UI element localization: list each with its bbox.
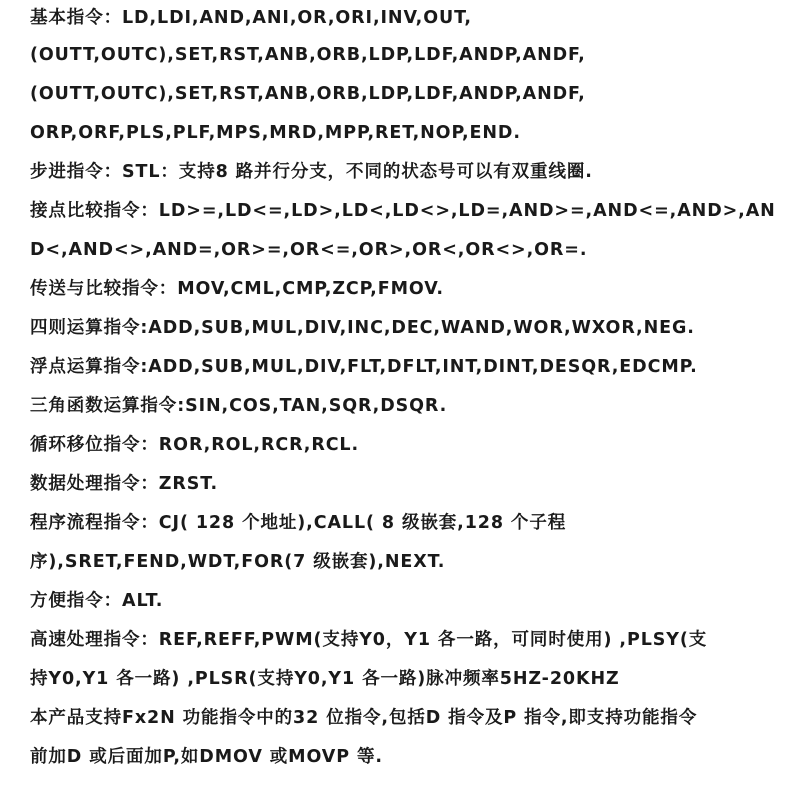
instruction-list-document <box>30 0 780 777</box>
text-line-float-instructions: 浮点运算指令:ADD,SUB,MUL,DIV,FLT,DFLT,INT,DINT,DESQR,EDCMP. <box>30 357 698 377</box>
text-line-step-instructions: 步进指令：STL：支持8 路并行分支，不同的状态号可以有双重线圈. <box>30 162 593 182</box>
text-line-high-speed-instructions-cont: 持Y0,Y1 各一路) ,PLSR(支持Y0,Y1 各一路)脉冲频率5HZ-20KHZ <box>30 669 620 689</box>
text-line-rotate-shift-instructions: 循环移位指令：ROR,ROL,RCR,RCL. <box>30 435 360 455</box>
text-line-basic-instructions: 基本指令：LD,LDI,AND,ANI,OR,ORI,INV,OUT, <box>30 8 472 28</box>
text-line-convenience-instructions: 方便指令：ALT. <box>30 591 164 611</box>
text-line-program-flow-instructions: 程序流程指令：CJ( 128 个地址),CALL( 8 级嵌套,128 个子程 <box>30 513 567 533</box>
text-line-transfer-compare-instructions: 传送与比较指令：MOV,CML,CMP,ZCP,FMOV. <box>30 279 444 299</box>
text-line-contact-compare-instructions: 接点比较指令：LD>=,LD<=,LD>,LD<,LD<>,LD=,AND>=,AND<=,AND>,AN <box>30 201 776 221</box>
text-line-fx2n-support-note: 本产品支持Fx2N 功能指令中的32 位指令,包括D 指令及P 指令,即支持功能指令 <box>30 708 698 728</box>
text-line-arithmetic-instructions: 四则运算指令:ADD,SUB,MUL,DIV,INC,DEC,WAND,WOR,WXOR,NEG. <box>30 318 695 338</box>
text-line-fx2n-support-note-cont: 前加D 或后面加P,如DMOV 或MOVP 等. <box>30 747 383 767</box>
text-line-basic-instructions-cont-1: (OUTT,OUTC),SET,RST,ANB,ORB,LDP,LDF,ANDP,ANDF, <box>30 45 586 65</box>
text-line-trig-instructions: 三角函数运算指令:SIN,COS,TAN,SQR,DSQR. <box>30 396 448 416</box>
text-line-basic-instructions-cont-2: (OUTT,OUTC),SET,RST,ANB,ORB,LDP,LDF,ANDP,ANDF, <box>30 84 586 104</box>
text-line-basic-instructions-cont-3: ORP,ORF,PLS,PLF,MPS,MRD,MPP,RET,NOP,END. <box>30 123 521 143</box>
text-line-contact-compare-instructions-cont: D<,AND<>,AND=,OR>=,OR<=,OR>,OR<,OR<>,OR=. <box>30 240 588 260</box>
text-line-program-flow-instructions-cont: 序),SRET,FEND,WDT,FOR(7 级嵌套),NEXT. <box>30 552 446 572</box>
text-line-high-speed-instructions: 高速处理指令：REF,REFF,PWM(支持Y0，Y1 各一路，可同时使用) ,PLSY(支 <box>30 630 708 650</box>
text-line-data-processing-instructions: 数据处理指令：ZRST. <box>30 474 218 494</box>
